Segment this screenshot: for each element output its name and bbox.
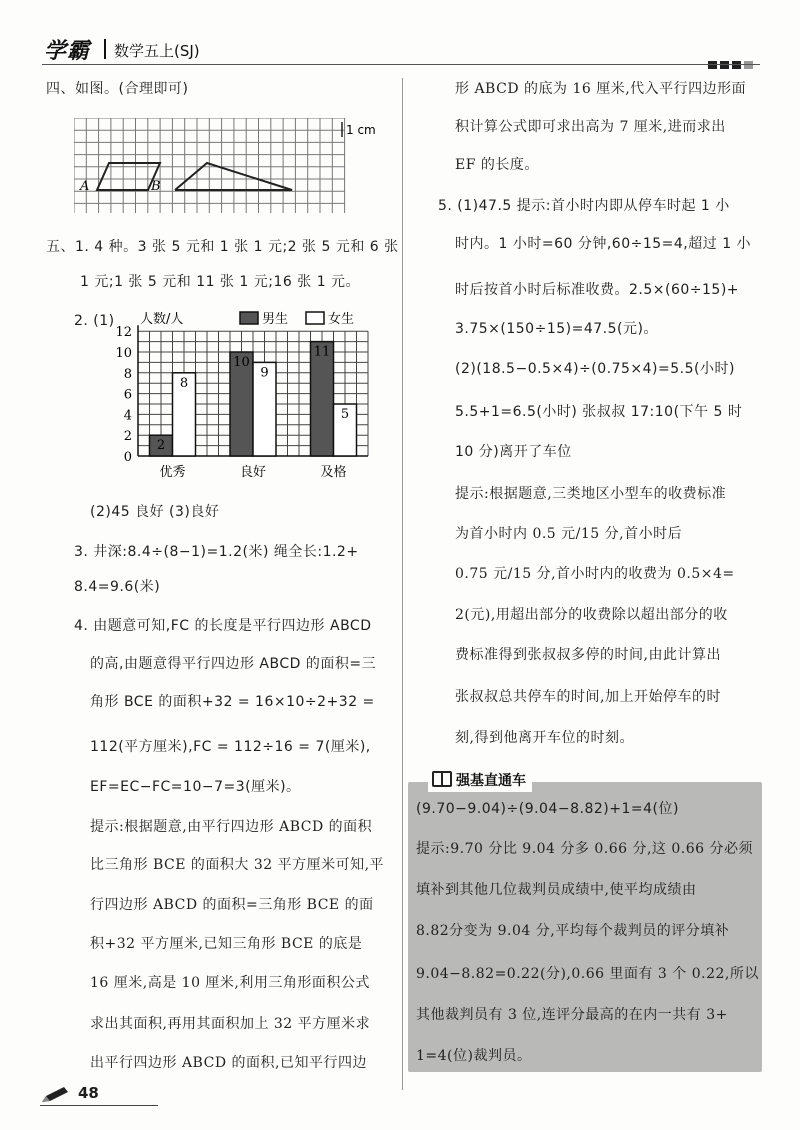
grid-label-b: B	[151, 179, 161, 194]
box-line: 9.04−8.82=0.22(分),0.66 里面有 3 个 0.22,所以	[416, 966, 759, 982]
continued-line: 积计算公式即可求出高为 7 厘米,进而求出	[455, 119, 726, 135]
q5-line: 3.75×(150÷15)=47.5(元)。	[455, 321, 658, 337]
box-title-text: 强基直通车	[456, 773, 526, 789]
hint-line: 积+32 平方厘米,已知三角形 BCE 的底是	[90, 936, 363, 952]
x-category-label: 及格	[320, 465, 347, 480]
q5-line: 5. (1)47.5 提示:首小时内即从停车时起 1 小	[438, 198, 730, 214]
legend-label: 男生	[262, 312, 289, 327]
box-line: (9.70−9.04)÷(9.04−8.82)+1=4(位)	[416, 801, 679, 817]
q5-line: 5.5+1=6.5(小时) 张叔叔 17:10(下午 5 时	[455, 404, 743, 420]
hint-line: 出平行四边形 ABCD 的面积,已知平行四边	[90, 1055, 367, 1071]
continued-line: EF 的长度。	[455, 157, 539, 173]
pencil-icon	[40, 1086, 72, 1104]
bar-chart	[110, 306, 390, 482]
hint-line: 比三角形 BCE 的面积大 32 平方厘米可知,平	[90, 857, 385, 873]
logo: 学霸	[44, 39, 91, 64]
box-line: 填补到其他几位裁判员成绩中,使平均成绩由	[416, 882, 697, 898]
legend-swatch	[240, 312, 258, 324]
x-category-label: 良好	[239, 465, 267, 480]
hint-line: 提示:根据题意,由平行四边形 ABCD 的面积	[90, 819, 373, 835]
legend-label: 女生	[328, 312, 355, 327]
y-tick-label: 0	[123, 450, 132, 465]
q4-heading: 四、如图。(合理即可)	[46, 81, 189, 97]
continued-line: 形 ABCD 的底为 16 厘米,代入平行四边形面	[455, 81, 747, 97]
q5-line: 时后按首小时后标准收费。2.5×(60÷15)+	[455, 282, 740, 298]
bar-data-label: 9	[260, 365, 269, 381]
hint-line: 为首小时内 0.5 元/15 分,首小时后	[455, 526, 683, 542]
q4-line: 112(平方厘米),FC = 112÷16 = 7(厘米),	[90, 739, 371, 755]
q2-answers: (2)45 良好 (3)良好	[90, 504, 220, 520]
y-axis-label: 人数/人	[140, 312, 184, 327]
page-header	[0, 0, 800, 70]
box-line: 提示:9.70 分比 9.04 分多 0.66 分,这 0.66 分必须	[416, 841, 754, 857]
book-title: 数学五上(SJ)	[114, 42, 200, 60]
box-line: 8.82分变为 9.04 分,平均每个裁判员的评分填补	[416, 923, 730, 939]
page-number: 48	[78, 1084, 99, 1102]
q3-line1: 3. 井深:8.4÷(8−1)=1.2(米) 绳全长:1.2+	[74, 544, 359, 560]
column-divider	[402, 78, 403, 1090]
q5-line: 10 分)离开了车位	[455, 444, 572, 460]
hint-line: 费标准得到张叔叔多停的时间,由此计算出	[455, 647, 721, 663]
grid-label-a: A	[80, 179, 90, 194]
y-tick-label: 12	[115, 325, 132, 341]
header-rule	[42, 64, 760, 65]
q3-line2: 8.4=9.6(米)	[74, 579, 161, 595]
hint-line: 提示:根据题意,三类地区小型车的收费标准	[455, 486, 727, 502]
q4-line: 角形 BCE 的面积+32 = 16×10÷2+32 =	[90, 694, 375, 710]
footer-rule	[40, 1105, 158, 1106]
hint-line: 行四边形 ABCD 的面积=三角形 BCE 的面	[90, 897, 374, 913]
hint-line: 求出其面积,再用其面积加上 32 平方厘米求	[90, 1016, 371, 1032]
bar-data-label: 8	[179, 375, 189, 391]
hint-line: 刻,得到他离开车位的时刻。	[455, 730, 634, 746]
header-separator	[104, 39, 106, 59]
q2-number: 2. (1)	[74, 313, 115, 329]
box-line: 1=4(位)裁判员。	[416, 1048, 532, 1064]
extension-box-title	[428, 770, 532, 792]
bar-data-label: 2	[156, 438, 166, 454]
legend-swatch	[306, 312, 324, 324]
grid-unit-label: 1 cm	[346, 123, 376, 137]
bar-data-label: 11	[313, 344, 331, 360]
y-tick-label: 6	[123, 387, 132, 403]
q5-line: 时内。1 小时=60 分钟,60÷15=4,超过 1 小	[455, 236, 752, 252]
q4-line: EF=EC−FC=10−7=3(厘米)。	[90, 779, 301, 795]
y-tick-label: 4	[123, 408, 132, 424]
box-line: 其他裁判员有 3 位,连评分最高的在内一共有 3+	[416, 1007, 728, 1023]
open-book-icon	[432, 771, 452, 787]
q5-line1: 五、1. 4 种。3 张 5 元和 1 张 1 元;2 张 5 元和 6 张	[46, 239, 399, 255]
y-tick-label: 8	[123, 366, 132, 382]
hint-line: 0.75 元/15 分,首小时内的收费为 0.5×4=	[455, 566, 735, 582]
grid-figure	[74, 118, 384, 213]
bar-data-label: 5	[340, 407, 350, 422]
x-category-label: 优秀	[159, 465, 186, 480]
y-tick-label: 2	[123, 429, 132, 445]
hint-line: 2(元),用超出部分的收费除以超出部分的收	[455, 607, 728, 623]
q4-line: 的高,由题意得平行四边形 ABCD 的面积=三	[90, 656, 377, 672]
hint-line: 张叔叔总共停车的时间,加上开始停车的时	[455, 689, 721, 705]
hint-line: 16 厘米,高是 10 厘米,利用三角形面积公式	[90, 975, 370, 991]
q5-line: (2)(18.5−0.5×4)÷(0.75×4)=5.5(小时)	[455, 361, 735, 377]
bar-data-label: 10	[233, 355, 250, 370]
y-tick-label: 10	[115, 346, 132, 361]
q5-line2: 1 元;1 张 5 元和 11 张 1 元;16 张 1 元。	[80, 274, 361, 290]
q4-line: 4. 由题意可知,FC 的长度是平行四边形 ABCD	[74, 618, 372, 634]
